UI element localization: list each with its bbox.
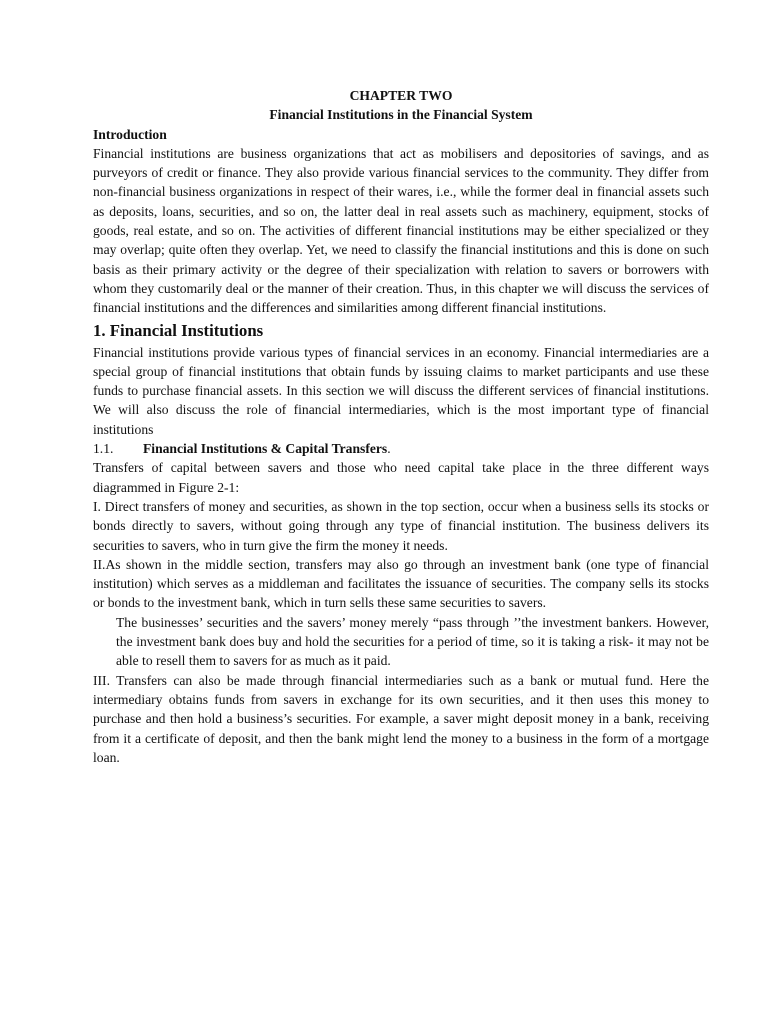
chapter-subtitle: Financial Institutions in the Financial System [269,107,533,123]
transfer-point-1: I. Direct transfers of money and securities, as shown in the top section, occur when a business sells its stocks or bonds directly to savers, without going through any type of financial institution. The business delivers its securities to savers, who in turn give the firm the money it needs. [93,498,709,553]
transfer-point-2: II.As shown in the middle section, transfers may also go through an investment bank (one type of financial institution) which serves as a middleman and facilitates the issuance of securities. The company sells its stocks or bonds to the investment bank, which in turn sells these same securities to savers. [93,556,709,611]
subsection-title: Financial Institutions & Capital Transfers [143,441,388,457]
transfer-point-2-note: The businesses’ securities and the savers’ money merely “pass through ’’the investment bankers. However, the investment bank does buy and hold the securities for a period of time, so it is taking a risk- it may not be able to resell them to savers for as much as it paid. [116,614,709,669]
introduction-paragraph: Financial institutions are business organizations that act as mobilisers and depositories of savings, and as purveyors of credit or finance. They also provide various financial services to the community. They differ from non-financial business organizations in respect of their wares, i.e., while the former deal in financial assets such as deposits, loans, securities, and so on, the latter deal in real assets such as machinery, equipment, stocks of goods, real estate, and so on. The activities of different financial institutions may be either specialized or they may overlap; quite often they overlap. Yet, we need to classify the financial institutions and this is done on such basis as their primary activity or the degree of their specialization with relation to savers or borrowers with whom they customarily deal or the manner of their creation. Thus, in this chapter we will discuss the services of financial institutions and the differences and similarities among different financial institutions. [93,145,709,316]
subsection-heading [93,439,709,458]
section-heading: 1. Financial Institutions [93,320,264,340]
subsection-title-suffix: . [387,441,391,457]
introduction-heading: Introduction [93,126,167,142]
section-paragraph: Financial institutions provide various types of financial services in an economy. Financial intermediaries are a special group of financial institutions that obtain funds by issuing claims to market participants and use these funds to purchase financial assets. In this section we will discuss the different services of financial institutions. We will also discuss the role of financial intermediaries, which is the most important type of financial institutions [93,344,709,437]
subsection-intro-paragraph: Transfers of capital between savers and those who need capital take place in the three different ways diagrammed in Figure 2-1: [93,460,709,495]
subsection-number: 1.1. [93,441,114,457]
chapter-title: CHAPTER TWO [349,88,453,103]
transfer-point-3: III. Transfers can also be made through financial intermediaries such as a bank or mutual fund. Here the intermediary obtains funds from savers in exchange for its own securities, and it then uses this money to purchase and then hold a business’s securities. For example, a saver might deposit money in a bank, receiving from it a certificate of deposit, and then the bank might lend the money to a business in the form of a mortgage loan. [93,672,709,765]
document-content [93,86,709,767]
